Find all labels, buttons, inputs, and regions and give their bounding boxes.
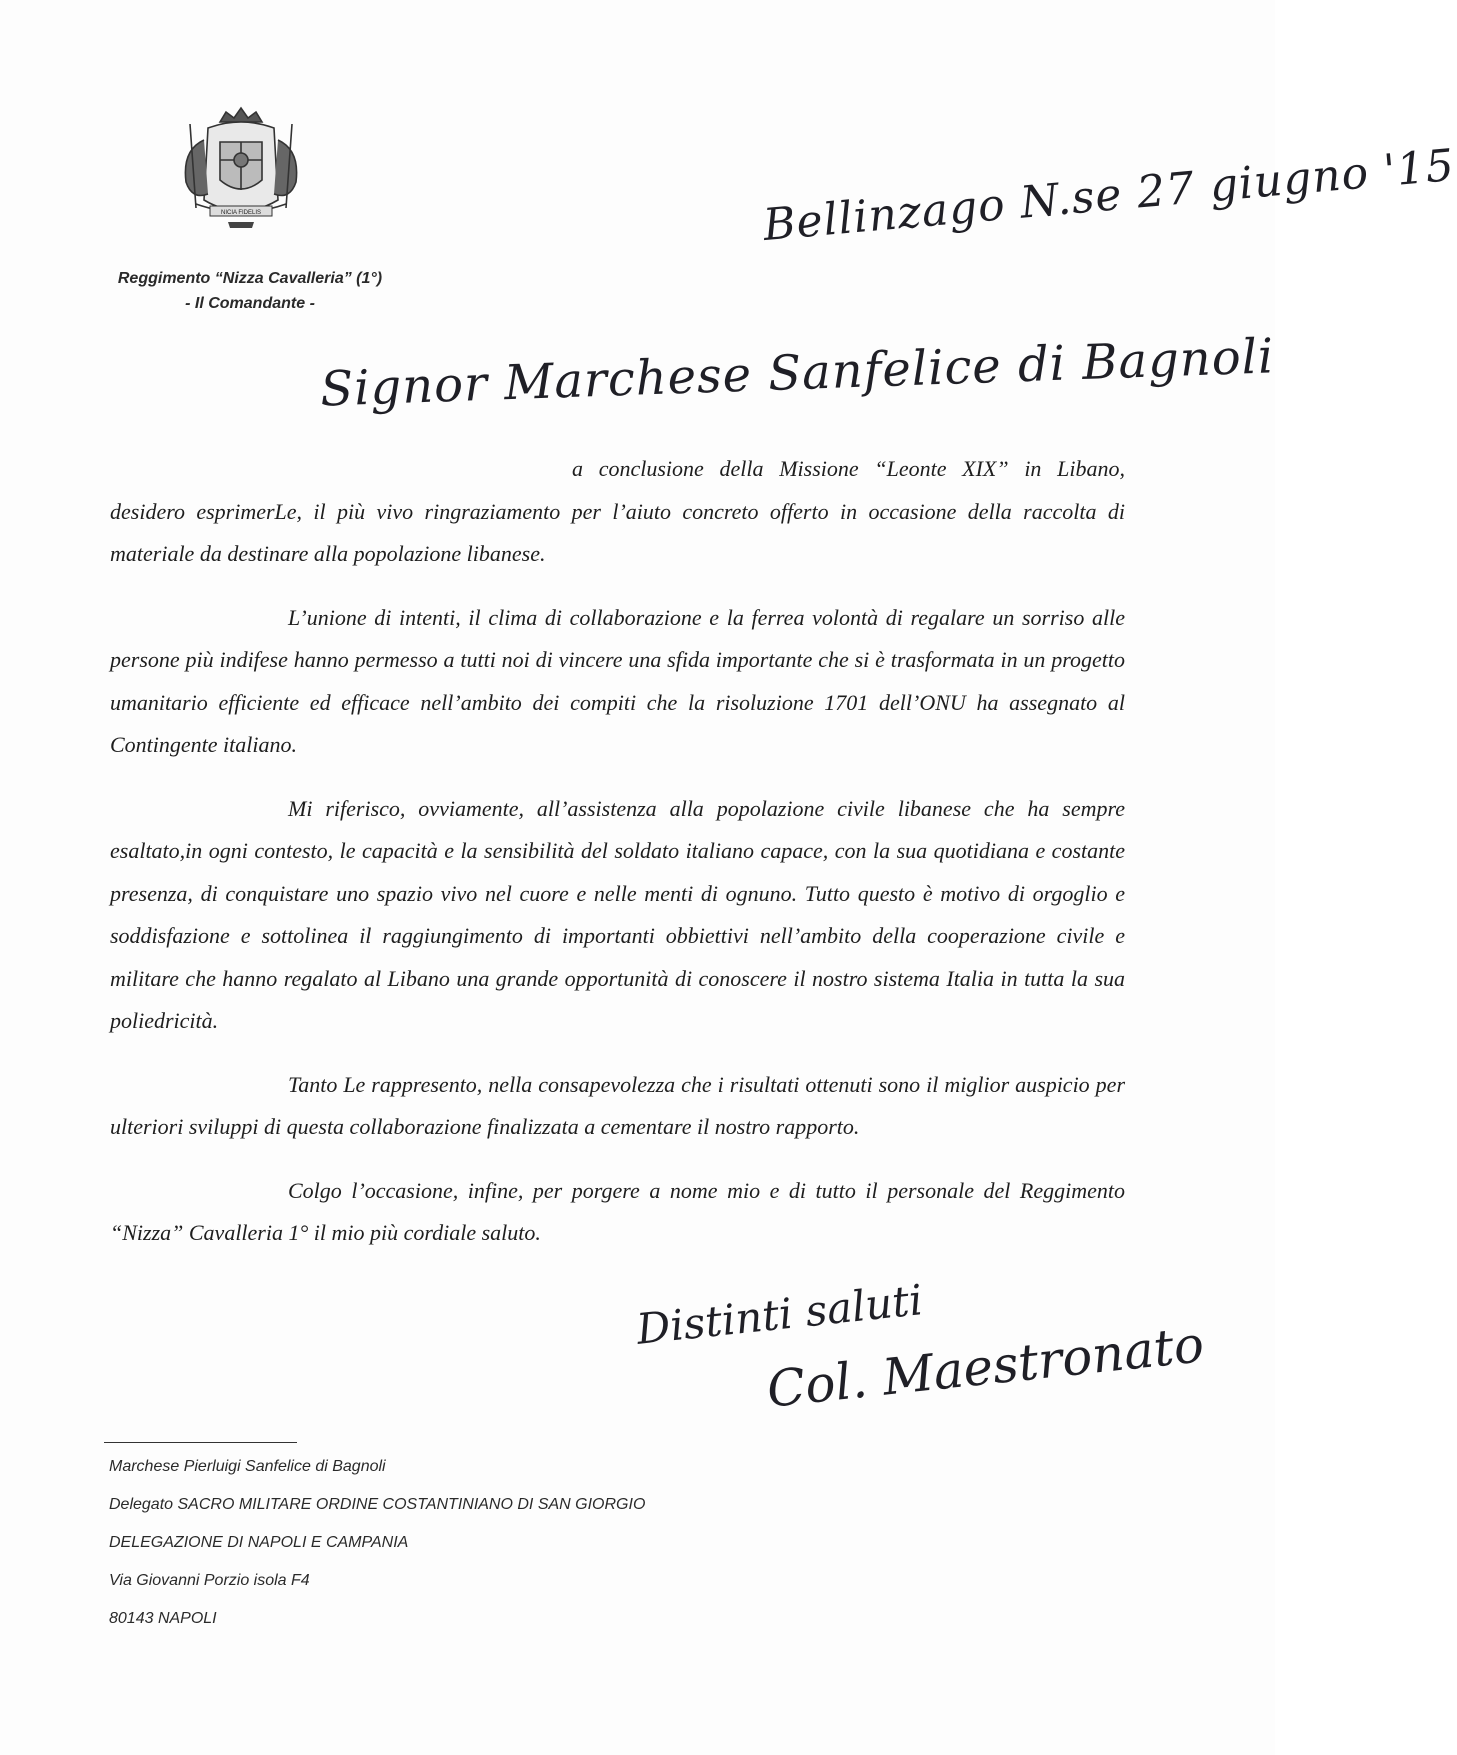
letterhead <box>80 266 420 316</box>
regiment-name: Reggimento “Nizza Cavalleria” (1°) <box>117 270 383 287</box>
handwritten-signature: Col. Maestronato <box>764 1315 1207 1419</box>
recipient-address <box>109 1448 809 1638</box>
body-paragraph: L’unione di intenti, il clima di collaborazione e la ferrea volontà di regalare un sorriso alle persone più indifese hanno permesso a tutti noi di vincere una sfida importante che si è trasformata in un progetto umanitario efficiente ed efficace nell’ambito dei compiti che la risoluzione 1701 dell’ONU ha assegnato al Contingente italiano. <box>110 604 1125 757</box>
commander-title: - Il Comandante - <box>185 295 315 312</box>
address-line: Delegato SACRO MILITARE ORDINE COSTANTINIANO DI SAN GIORGIO <box>109 1496 646 1513</box>
body-paragraph: Tanto Le rappresento, nella consapevolezza che i risultati ottenuti sono il miglior auspicio per ulteriori sviluppi di questa collaborazione finalizzata a cementare il nostro rapporto. <box>110 1071 1125 1139</box>
address-line: Marchese Pierluigi Sanfelice di Bagnoli <box>109 1458 386 1475</box>
address-line: 80143 NAPOLI <box>109 1610 217 1627</box>
address-line: Via Giovanni Porzio isola F4 <box>109 1572 310 1589</box>
crest-motto: NICIA FIDELIS <box>220 210 262 216</box>
handwritten-closing: Distinti saluti <box>634 1275 925 1354</box>
regimental-coat-of-arms-icon <box>168 104 314 238</box>
handwritten-place-date: Bellinzago N.se 27 giugno '15 <box>761 139 1457 252</box>
body-paragraph: Colgo l’occasione, infine, per porgere a nome mio e di tutto il personale del Reggimento “Nizza” Cavalleria 1° il mio più cordiale saluto. <box>110 1177 1125 1245</box>
body-paragraph: Mi riferisco, ovviamente, all’assistenza alla popolazione civile libanese che ha sempre esaltato,in ogni contesto, le capacità e la sensibilità del soldato italiano capace, con la sua quotidiana e costante presenza, di conquistare uno spazio vivo nel cuore e nelle menti di ognuno. Tutto questo è motivo di orgoglio e soddisfazione e sottolinea il raggiungimento di importanti obbiettivi nell’ambito della cooperazione civile e militare che hanno regalato al Libano una grande opportunità di conoscere il nostro sistema Italia in tutta la sua poliedricità. <box>110 795 1125 1033</box>
letter-body <box>110 448 1125 1276</box>
address-line: DELEGAZIONE DI NAPOLI E CAMPANIA <box>109 1534 409 1551</box>
handwritten-salutation: Signor Marchese Sanfelice di Bagnoli <box>319 328 1276 418</box>
address-divider <box>104 1442 297 1443</box>
body-paragraph: a conclusione della Missione “Leonte XIX” in Libano, desidero esprimerLe, il più vivo ringraziamento per l’aiuto concreto offerto in occasione della raccolta di materiale da destinare alla popolazione libanese. <box>110 456 1125 566</box>
